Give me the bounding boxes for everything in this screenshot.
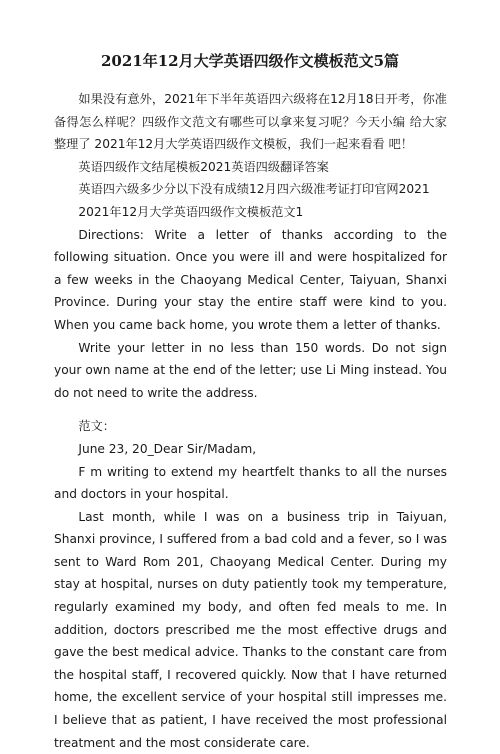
document-body <box>54 88 447 754</box>
letter-opening-paragraph: F m writing to extend my heartfelt thanks to all the nurses and doctors in your hospital. <box>54 464 447 502</box>
letter-body-paragraph: Last month, while I was on a business trip in Taiyuan, Shanxi province, I suffered from a bad cold and a fever, so I was sent to Ward Rom 201, Chaoyang Medical Center. During my stay at hospital, nurses on duty patiently took my temperature, regularly examined my body, and often fed meals to me. In addition, doctors prescribed me the most effective drugs and gave the best medical advice. Thanks to the constant care from the hospital staff, I recovered quickly. Now that I have returned home, the excellent service of your hospital still impresses me. I believe that as patient, I have received the most professional treatment and the most considerate care. <box>54 509 447 750</box>
document-title: 2021年12月大学英语四级作文模板范文5篇 <box>100 52 400 70</box>
intro-paragraph: 如果没有意外，2021年下半年英语四六级将在12月18日开考，你准备得怎么样呢？四级作文范文有哪些可以拿来复习呢？今天小编 给大家整理了 2021年12月大学英语四级作文模板，我们一起来看看 吧！ <box>54 92 447 152</box>
instructions-paragraph: Write your letter in no less than 150 words. Do not sign your own name at the end of the letter; use Li Ming instead. You do not need to write the address. <box>54 340 447 400</box>
related-link-score: 英语四六级多少分以下没有成绩12月四六级准考证打印官网2021 <box>78 182 430 197</box>
letter-date-salutation: June 23, 20_Dear Sir/Madam, <box>78 441 257 456</box>
sample-label: 范文： <box>78 419 115 434</box>
section-heading-sample-1: 2021年12月大学英语四级作文模板范文1 <box>78 204 304 219</box>
directions-paragraph: Directions: Write a letter of thanks according to the following situation. Once you were ill and were hospitalized for a few weeks in the Chaoyang Medical Center, Taiyuan, Shanxi Province. During your stay the entire staff were kind to you. When you came back home, you wrote them a letter of thanks. <box>54 227 447 332</box>
related-link-writing-ending: 英语四级作文结尾模板2021英语四级翻译答案 <box>78 159 329 174</box>
